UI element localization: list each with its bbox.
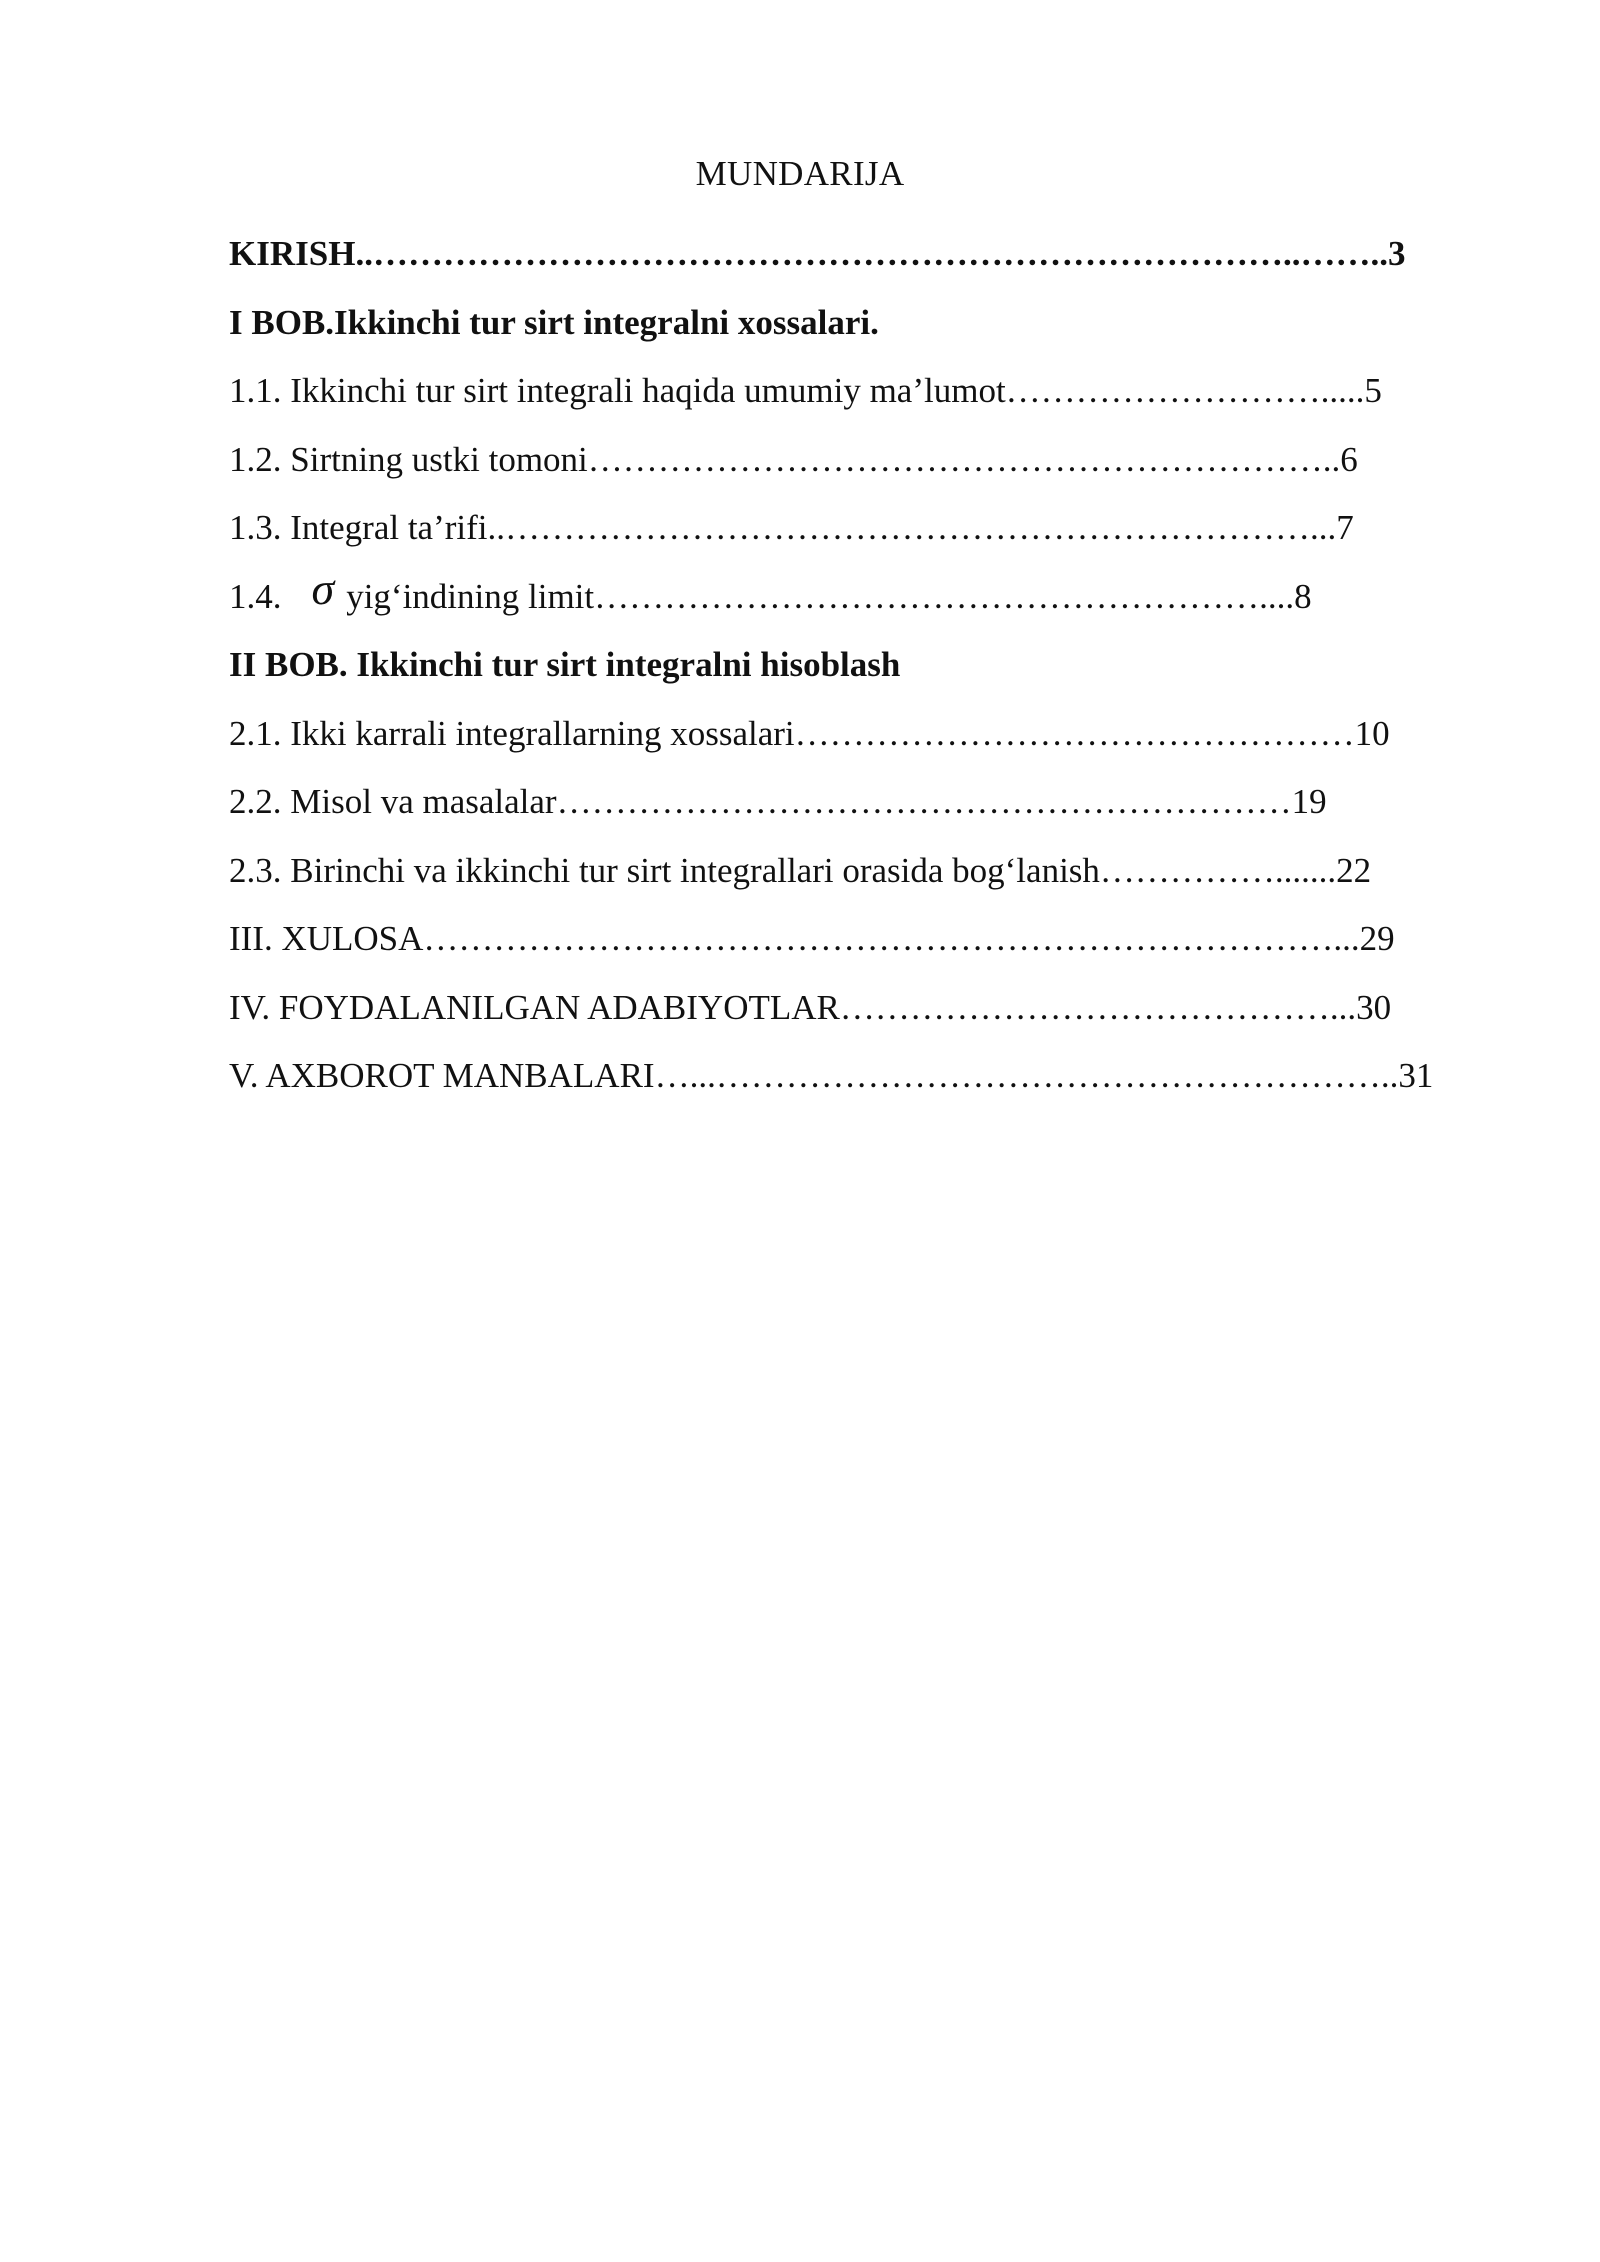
toc-list — [229, 220, 1489, 1111]
toc-page-number: 29 — [1359, 919, 1395, 959]
toc-dot-leader: ……………………………………………………………………... — [423, 919, 1360, 959]
toc-entry-label: 1.3. Integral ta’rifi — [229, 508, 488, 548]
toc-dot-leader: ……………....... — [1099, 850, 1337, 890]
toc-entry-1-1 — [229, 357, 1489, 426]
toc-entry-label: 2.2. Misol va masalalar — [229, 782, 557, 822]
toc-entry-2-2 — [229, 768, 1489, 837]
toc-page-number: 3 — [1387, 234, 1406, 274]
toc-dot-leader: ………………………………………… — [794, 713, 1355, 753]
toc-entry-label: 1.2. Sirtning ustki tomoni — [229, 439, 588, 479]
toc-page-number: 31 — [1398, 1056, 1434, 1096]
toc-entry-1-3 — [229, 494, 1489, 563]
toc-dot-leader: …...………………………………………………….. — [654, 1056, 1399, 1096]
toc-entry-kirish — [229, 220, 1489, 289]
toc-dot-leader: ……………………………………………………… — [556, 782, 1292, 822]
toc-entry-number: 1.4. — [229, 576, 282, 616]
toc-entry-label: 1.1. Ikkinchi tur sirt integrali haqida umumiy ma’lumot — [229, 371, 1006, 411]
toc-page-number: 22 — [1336, 850, 1372, 890]
toc-dot-leader: ………………………………………………….... — [594, 576, 1295, 616]
toc-dot-leader: ..……………………………………………………………………..…….. — [355, 234, 1388, 274]
toc-dot-leader: ……………………………………... — [839, 987, 1357, 1027]
toc-dot-leader: ………………………..... — [1005, 371, 1365, 411]
toc-page-number: 19 — [1291, 782, 1327, 822]
toc-entry-2-3 — [229, 837, 1489, 906]
toc-dot-leader: ..……………………………………………………………... — [487, 508, 1337, 548]
toc-page-number: 8 — [1294, 576, 1312, 616]
toc-entry-axborot-manbalari — [229, 1042, 1489, 1111]
toc-entry-label: III. XULOSA — [229, 919, 424, 959]
toc-page-number: 30 — [1356, 987, 1392, 1027]
toc-entry-label: V. AXBOROT MANBALARI — [229, 1056, 655, 1096]
toc-title: MUNDARIJA — [695, 154, 905, 193]
toc-page-number: 5 — [1364, 371, 1382, 411]
toc-page-number: 7 — [1336, 508, 1354, 548]
toc-entry-label: KIRISH — [229, 234, 356, 274]
toc-page-number: 10 — [1354, 713, 1390, 753]
sigma-symbol: σ — [311, 563, 335, 615]
toc-entry-label: 2.1. Ikki karrali integrallarning xossalari — [229, 713, 795, 753]
toc-entry-label: IV. FOYDALANILGAN ADABIYOTLAR — [229, 987, 840, 1027]
toc-entry-label: II BOB. Ikkinchi tur sirt integralni hisoblash — [229, 645, 901, 685]
toc-page-number: 6 — [1340, 439, 1358, 479]
toc-entry-adabiyotlar — [229, 974, 1489, 1043]
toc-entry-xulosa — [229, 905, 1489, 974]
toc-entry-label: I BOB.Ikkinchi tur sirt integralni xossalari. — [229, 302, 879, 342]
toc-chapter-1-heading — [229, 289, 1489, 358]
toc-entry-2-1 — [229, 700, 1489, 769]
toc-entry-label: 2.3. Birinchi va ikkinchi tur sirt integrallari orasida bog‘lanish — [229, 850, 1100, 890]
toc-dot-leader: ……………………………………………………….. — [587, 439, 1341, 479]
toc-entry-1-2 — [229, 426, 1489, 495]
toc-entry-1-4 — [229, 563, 1489, 632]
toc-chapter-2-heading — [229, 631, 1489, 700]
toc-entry-label: yig‘indining limit — [346, 576, 595, 616]
